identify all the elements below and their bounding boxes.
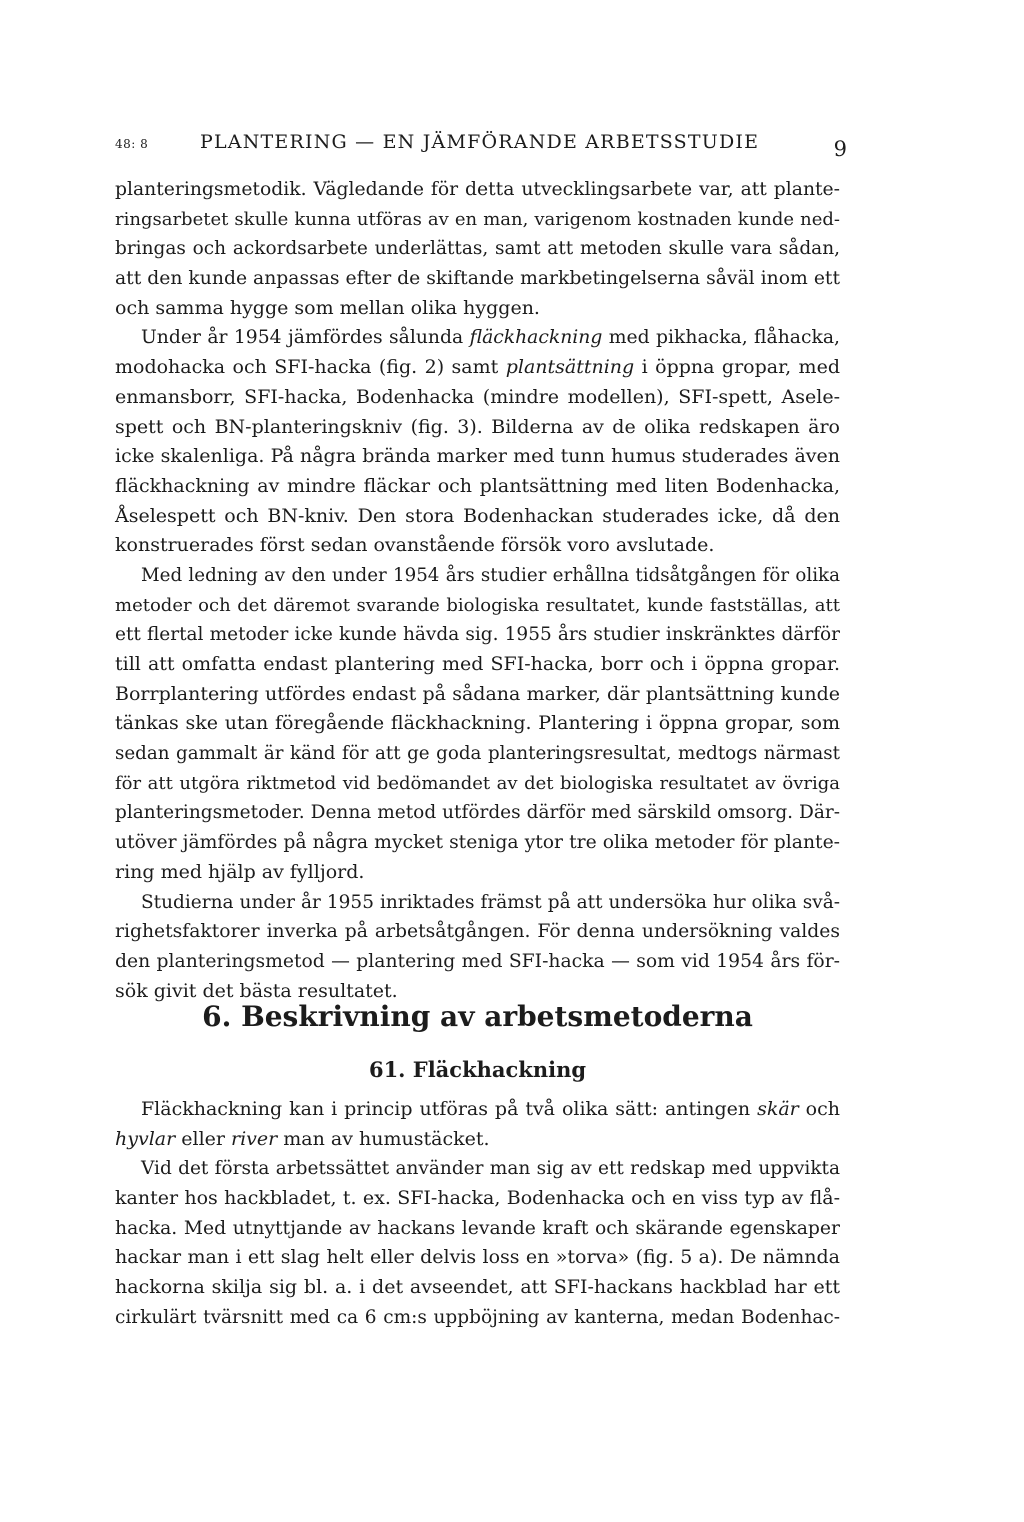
- text-line: sök givit det bästa resultatet.: [115, 979, 398, 1002]
- paragraph-3: [115, 561, 840, 888]
- text-line: planteringsmetoder. Denna metod utfördes därför med särskild omsorg. Där-: [115, 802, 840, 824]
- paragraph-2: [115, 323, 840, 561]
- paragraph-4: [115, 888, 840, 1007]
- text-line: utöver jämfördes på några mycket steniga ytor tre olika metoder för plante-: [115, 832, 840, 854]
- text-line: planteringsmetodik. Vägledande för detta utvecklingsarbete var, att plante-: [115, 179, 840, 200]
- text-line: konstruerades först sedan ovanstående försök voro avslutade.: [115, 534, 715, 557]
- text-line: Vid det första arbetssättet använder man sig av ett redskap med uppvikta: [141, 1158, 840, 1180]
- text-line: icke skalenliga. På några brända marker med tunn humus studerades även: [115, 445, 840, 468]
- text-line: ett flertal metoder icke kunde hävda sig. 1955 års studier inskränktes därför: [115, 624, 840, 646]
- text-line: hackorna skilja sig bl. a. i det avseendet, att SFI-hackans hackblad har ett: [115, 1276, 840, 1299]
- text-line: Fläckhackning kan i princip utföras på två olika sätt: antingen skär och: [141, 1098, 840, 1120]
- text-line: hacka. Med utnyttjande av hackans levande kraft och skärande egenskaper: [115, 1217, 840, 1239]
- text-line: metoder och det däremot svarande biologiska resultatet, kunde fastställas, att: [115, 594, 840, 616]
- italic-term: river: [231, 1127, 278, 1150]
- body-text: [115, 175, 840, 1006]
- page-number: 9: [833, 137, 847, 161]
- text-line: cirkulärt tvärsnitt med ca 6 cm:s uppböjning av kanterna, medan Bodenhac-: [115, 1306, 840, 1328]
- text-line: Under år 1954 jämfördes sålunda fläckhackning med pikhacka, flåhacka,: [141, 327, 840, 349]
- italic-term: hyvlar: [115, 1127, 176, 1150]
- text-line: ringsarbetet skulle kunna utföras av en man, varigenom kostnaden kunde ned-: [115, 208, 840, 230]
- text-line: Studierna under år 1955 inriktades främst på att undersöka hur olika svå-: [141, 891, 840, 913]
- text-line: den planteringsmetod — plantering med SFI-hacka — som vid 1954 års för-: [115, 950, 840, 972]
- page-header: [115, 131, 845, 171]
- section-heading: 6. Beskrivning av arbetsmetoderna: [202, 1000, 753, 1033]
- series-number: 48: 8: [115, 137, 149, 151]
- paragraph-5: [115, 1095, 840, 1154]
- text-line: enmansborr, SFI-hacka, Bodenhacka (mindre modellen), SFI-spett, Asele-: [115, 385, 840, 408]
- text-line: för att utgöra riktmetod vid bedömandet av det biologiska resultatet av övriga: [115, 772, 840, 794]
- text-line: spett och BN-planteringskniv (fig. 3). Bilderna av de olika redskapen äro: [115, 415, 840, 438]
- text-line: tänkas ske utan föregående fläckhackning. Plantering i öppna gropar, som: [115, 712, 840, 735]
- text-line: Borrplantering utfördes endast på sådana marker, där plantsättning kunde: [115, 682, 840, 705]
- text-line: kanter hos hackbladet, t. ex. SFI-hacka, Bodenhacka och en viss typ av flå-: [115, 1187, 840, 1210]
- text-line: sedan gammalt är känd för att ge goda planteringsresultat, medtogs närmast: [115, 743, 840, 765]
- text-line: ring med hjälp av fylljord.: [115, 860, 365, 883]
- text-line: Åselespett och BN-kniv. Den stora Bodenhackan studerades icke, då den: [115, 504, 840, 527]
- subsection-heading: 61. Fläckhackning: [368, 1057, 587, 1082]
- text-line: hackar man i ett slag helt eller delvis loss en »torva» (fig. 5 a). De nämnda: [115, 1246, 840, 1269]
- text-line: bringas och ackordsarbete underlättas, samt att metoden skulle vara sådan,: [115, 238, 840, 260]
- body-text-2: [115, 1095, 840, 1333]
- text-line: och samma hygge som mellan olika hyggen.: [115, 296, 540, 319]
- text-line: Med ledning av den under 1954 års studier erhållna tidsåtgången för olika: [141, 564, 840, 586]
- text-line: righetsfaktorer inverka på arbetsåtgången. För denna undersökning valdes: [115, 921, 840, 943]
- running-title: PLANTERING — EN JÄMFÖRANDE ARBETSSTUDIE: [200, 131, 760, 153]
- text-line: till att omfatta endast plantering med SFI-hacka, borr och i öppna gropar.: [115, 653, 840, 675]
- text-line: att den kunde anpassas efter de skiftande markbetingelserna såväl inom ett: [115, 268, 840, 290]
- text-line: modohacka och SFI-hacka (fig. 2) samt plantsättning i öppna gropar, med: [115, 356, 840, 379]
- italic-term: fläckhackning: [469, 327, 603, 349]
- italic-term: skär: [757, 1098, 799, 1120]
- paragraph-6: [115, 1154, 840, 1332]
- text-line: fläckhackning av mindre fläckar och plantsättning med liten Bodenhacka,: [115, 474, 840, 497]
- text-line: hyvlar eller river man av humustäcket.: [115, 1127, 490, 1150]
- italic-term: plantsättning: [505, 356, 635, 379]
- paragraph-1: [115, 175, 840, 323]
